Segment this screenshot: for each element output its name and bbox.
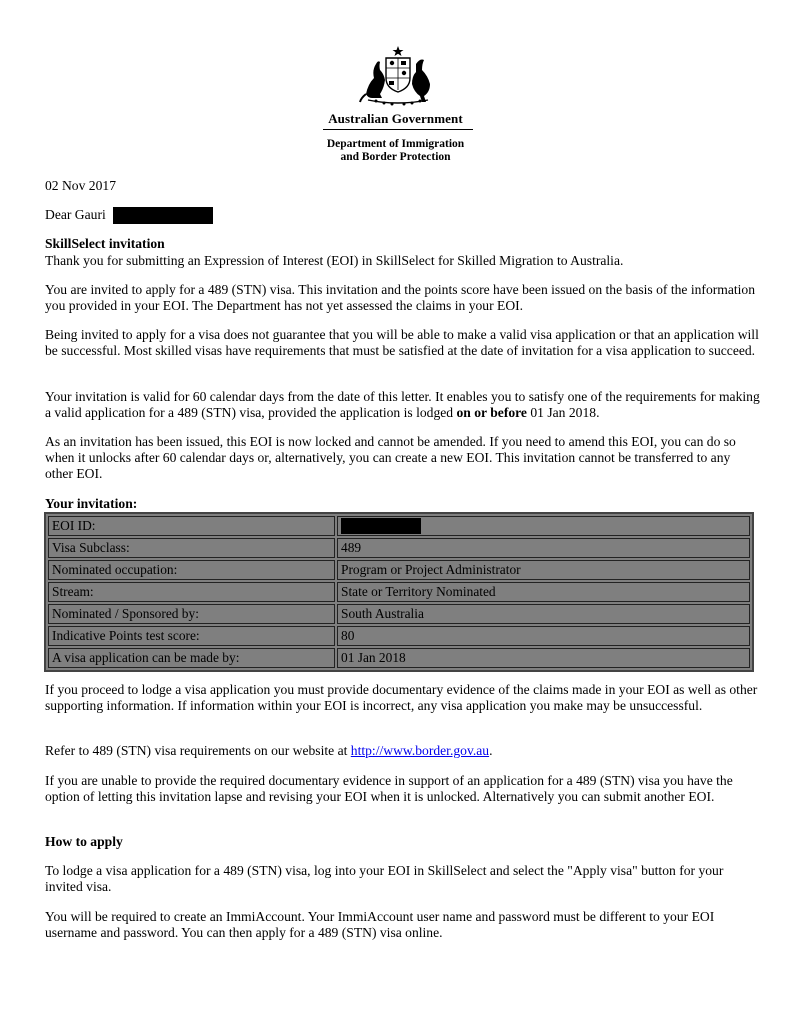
validity-text-bold: on or before	[456, 405, 527, 420]
salutation	[45, 207, 760, 224]
department-name-line2: and Border Protection	[340, 151, 451, 163]
invitation-table	[44, 512, 754, 672]
paragraph-invited: You are invited to apply for a 489 (STN) visa. This invitation and the points score have been issued on the basis of the information you provided in your EOI. The Department has not yet assessed the claims in your EOI.	[45, 282, 756, 313]
border-website-link[interactable]: http://www.border.gov.au	[350, 743, 490, 758]
letterhead	[0, 0, 791, 176]
paragraph-immiaccount: You will be required to create an ImmiAccount. Your ImmiAccount user name and password must be different to your EOI username and password. You can then apply for a 489 (STN) visa online.	[45, 909, 715, 940]
table-row	[47, 603, 751, 625]
salutation-text: Dear Gauri	[45, 207, 106, 222]
table-label: Nominated / Sponsored by:	[48, 604, 335, 624]
table-label: Indicative Points test score:	[48, 626, 335, 646]
validity-text-b: 01 Jan 2018.	[526, 405, 600, 420]
paragraph-refer-website	[45, 743, 760, 759]
paragraph-thanks: Thank you for submitting an Expression of Interest (EOI) in SkillSelect for Skilled Migration to Australia.	[45, 253, 624, 268]
table-value: 489	[337, 538, 750, 558]
paragraph-documentary-evidence: If you proceed to lodge a visa application you must provide documentary evidence of the claims made in your EOI as well as other supporting information. If information within your EOI is incorrect, any visa application you make may be unsuccessful.	[45, 682, 758, 713]
table-value: South Australia	[337, 604, 750, 624]
department-name-line1: Department of Immigration	[326, 138, 465, 150]
how-to-apply-heading: How to apply	[45, 834, 123, 849]
table-row	[47, 581, 751, 603]
paragraph-validity	[45, 389, 760, 421]
section-heading-skillselect: SkillSelect invitation	[45, 236, 165, 251]
invitation-heading: Your invitation:	[45, 496, 138, 511]
table-row	[47, 515, 751, 537]
letter-date: 02 Nov 2017	[45, 178, 116, 193]
table-label: EOI ID:	[48, 516, 335, 536]
paragraph-unable-to-provide: If you are unable to provide the required documentary evidence in support of an application for a 489 (STN) visa you have the option of letting this invitation lapse and revising your EOI when it is unlocked. Alternatively you can submit another EOI.	[45, 773, 733, 804]
letterhead-divider	[323, 129, 473, 130]
table-value: State or Territory Nominated	[337, 582, 750, 602]
table-value: 01 Jan 2018	[337, 648, 750, 668]
redaction-block	[341, 518, 421, 534]
table-row	[47, 647, 751, 669]
paragraph-lodge: To lodge a visa application for a 489 (STN) visa, log into your EOI in SkillSelect and select the "Apply visa" button for your invited visa.	[45, 863, 724, 894]
table-label: A visa application can be made by:	[48, 648, 335, 668]
table-value: 80	[337, 626, 750, 646]
table-row	[47, 625, 751, 647]
table-row	[47, 559, 751, 581]
government-name: Australian Government	[328, 111, 463, 126]
table-row	[47, 537, 751, 559]
refer-text-a: Refer to 489 (STN) visa requirements on our website at	[45, 743, 351, 758]
table-value	[337, 516, 750, 536]
redaction-block	[113, 207, 213, 224]
table-label: Nominated occupation:	[48, 560, 335, 580]
table-label: Visa Subclass:	[48, 538, 335, 558]
paragraph-locked: As an invitation has been issued, this EOI is now locked and cannot be amended. If you need to amend this EOI, you can do so when it unlocks after 60 calendar days or, alternatively, you can create a new EOI. This invitation cannot be transferred to any other EOI.	[45, 434, 736, 481]
refer-text-b: .	[489, 743, 493, 758]
table-value: Program or Project Administrator	[337, 560, 750, 580]
validity-text-a: Your invitation is valid for 60 calendar days from the date of this letter. It enables you to satisfy one of the requirements for making a valid application for a 489 (STN) visa, provided the application is lodged	[45, 389, 760, 420]
table-label: Stream:	[48, 582, 335, 602]
paragraph-no-guarantee: Being invited to apply for a visa does not guarantee that you will be able to make a valid visa application or that an application will be successful. Most skilled visas have requirements that must be satisfied at the date of invitation for a visa application to succeed.	[45, 327, 759, 358]
coat-of-arms-icon	[358, 44, 438, 106]
